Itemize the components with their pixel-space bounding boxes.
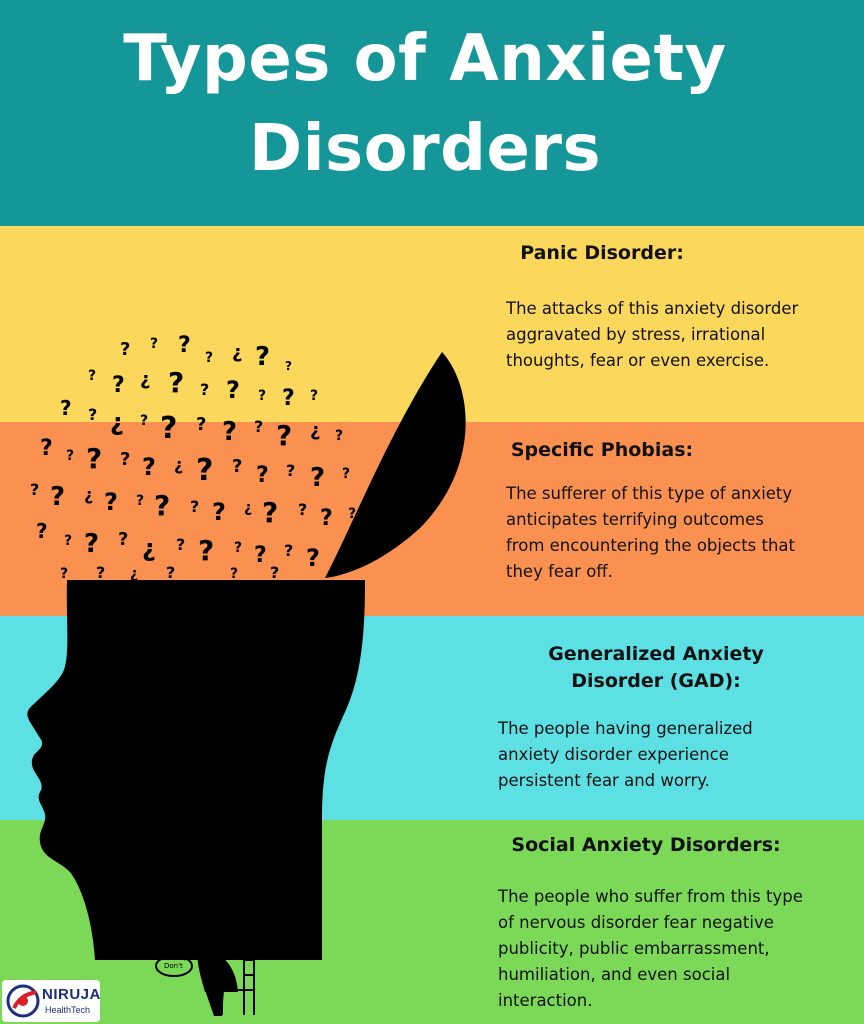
- svg-text:?: ?: [96, 563, 106, 582]
- svg-text:?: ?: [154, 489, 171, 522]
- svg-text:?: ?: [190, 497, 200, 516]
- logo-subtitle: HealthTech: [45, 1005, 91, 1015]
- bubble-bad: Bad...: [148, 931, 169, 939]
- svg-text:?: ?: [36, 519, 48, 543]
- svg-text:?: ?: [150, 336, 159, 352]
- svg-text:?: ?: [120, 339, 131, 360]
- svg-text:?: ?: [168, 366, 185, 399]
- svg-text:?: ?: [176, 535, 186, 554]
- panic-disorder-heading: Panic Disorder:: [520, 242, 684, 264]
- gad-heading: Generalized Anxiety Disorder (GAD):: [548, 643, 764, 692]
- bubble-cant: Can't: [163, 901, 182, 909]
- svg-text:?: ?: [178, 333, 191, 358]
- svg-text:?: ?: [254, 543, 267, 568]
- svg-text:?: ?: [60, 566, 69, 582]
- svg-text:?: ?: [166, 563, 176, 582]
- svg-text:?: ?: [66, 448, 75, 464]
- svg-text:?: ?: [198, 534, 215, 567]
- svg-text:?: ?: [142, 453, 156, 481]
- svg-text:?: ?: [262, 496, 279, 529]
- gad-text: The people having generalized anxiety disorder experience persistent fear and worry.: [498, 719, 753, 790]
- svg-text:?: ?: [60, 396, 72, 420]
- social-anxiety-heading: Social Anxiety Disorders:: [511, 834, 781, 856]
- svg-text:¿: ¿: [110, 408, 124, 436]
- svg-text:?: ?: [286, 461, 296, 480]
- svg-text:¿: ¿: [232, 342, 243, 363]
- svg-text:¿: ¿: [130, 566, 139, 582]
- svg-text:?: ?: [212, 498, 226, 526]
- svg-text:¿: ¿: [174, 455, 184, 474]
- svg-text:?: ?: [282, 386, 295, 411]
- svg-text:?: ?: [234, 540, 243, 556]
- svg-text:?: ?: [342, 466, 351, 482]
- svg-text:?: ?: [222, 417, 238, 447]
- svg-text:?: ?: [40, 436, 53, 461]
- svg-text:?: ?: [310, 463, 326, 493]
- svg-text:?: ?: [256, 463, 269, 488]
- svg-text:?: ?: [270, 563, 280, 582]
- svg-text:?: ?: [205, 350, 214, 366]
- svg-text:?: ?: [276, 419, 293, 452]
- svg-text:?: ?: [226, 376, 240, 404]
- head-silhouette: [27, 580, 365, 960]
- svg-text:?: ?: [64, 533, 73, 549]
- svg-text:?: ?: [258, 388, 267, 404]
- svg-text:?: ?: [104, 488, 118, 516]
- svg-text:?: ?: [306, 544, 320, 572]
- specific-phobias-text: The sufferer of this type of anxiety anticipates terrifying outcomes from encountering the objects that they fear off.: [506, 484, 796, 581]
- svg-text:?: ?: [140, 413, 149, 429]
- panic-disorder-text: The attacks of this anxiety disorder aggravated by stress, irrational thoughts, fear or even exercise.: [506, 299, 799, 370]
- svg-text:?: ?: [196, 453, 214, 488]
- svg-text:?: ?: [136, 493, 145, 509]
- svg-text:?: ?: [50, 482, 66, 512]
- svg-text:?: ?: [284, 541, 294, 560]
- svg-text:?: ?: [320, 506, 333, 531]
- svg-text:¿: ¿: [140, 369, 151, 390]
- logo-name: NIRUJA: [42, 986, 101, 1003]
- page-title: Types of Anxiety Disorders: [123, 22, 727, 186]
- svg-text:¿: ¿: [84, 485, 94, 504]
- niruja-logo: [2, 980, 100, 1022]
- svg-text:?: ?: [348, 506, 357, 522]
- svg-text:?: ?: [112, 373, 125, 398]
- svg-text:?: ?: [118, 529, 129, 550]
- bubble-what-if: What if...: [185, 875, 217, 883]
- svg-text:?: ?: [84, 529, 100, 559]
- svg-text:¿: ¿: [244, 500, 253, 516]
- question-mark-cloud: [30, 333, 356, 582]
- svg-text:?: ?: [254, 417, 264, 436]
- social-anxiety-text: The people who suffer from this type of nervous disorder fear negative publicity, public embarrassment, humiliation, and even social interaction.: [498, 887, 803, 1010]
- svg-text:¿: ¿: [310, 420, 321, 441]
- svg-text:?: ?: [230, 566, 239, 582]
- svg-text:¿: ¿: [142, 534, 156, 562]
- bubble-no: No: [252, 909, 266, 920]
- svg-text:?: ?: [86, 442, 103, 475]
- svg-text:?: ?: [88, 368, 97, 384]
- svg-text:?: ?: [255, 342, 271, 372]
- svg-text:?: ?: [200, 380, 210, 399]
- svg-text:?: ?: [310, 388, 319, 404]
- bubble-how: How?: [215, 901, 234, 909]
- svg-text:?: ?: [232, 456, 243, 477]
- svg-text:?: ?: [196, 414, 207, 435]
- bubble-dont: Don't: [164, 962, 183, 970]
- svg-text:?: ?: [88, 405, 98, 424]
- svg-text:?: ?: [30, 480, 40, 499]
- open-scalp-flap: [325, 352, 466, 578]
- svg-text:?: ?: [335, 428, 344, 444]
- specific-phobias-heading: Specific Phobias:: [510, 439, 694, 461]
- svg-text:?: ?: [285, 359, 292, 373]
- svg-text:?: ?: [298, 500, 308, 519]
- svg-text:?: ?: [160, 411, 178, 446]
- svg-text:?: ?: [120, 449, 131, 470]
- niruja-logo-icon: [4, 982, 42, 1020]
